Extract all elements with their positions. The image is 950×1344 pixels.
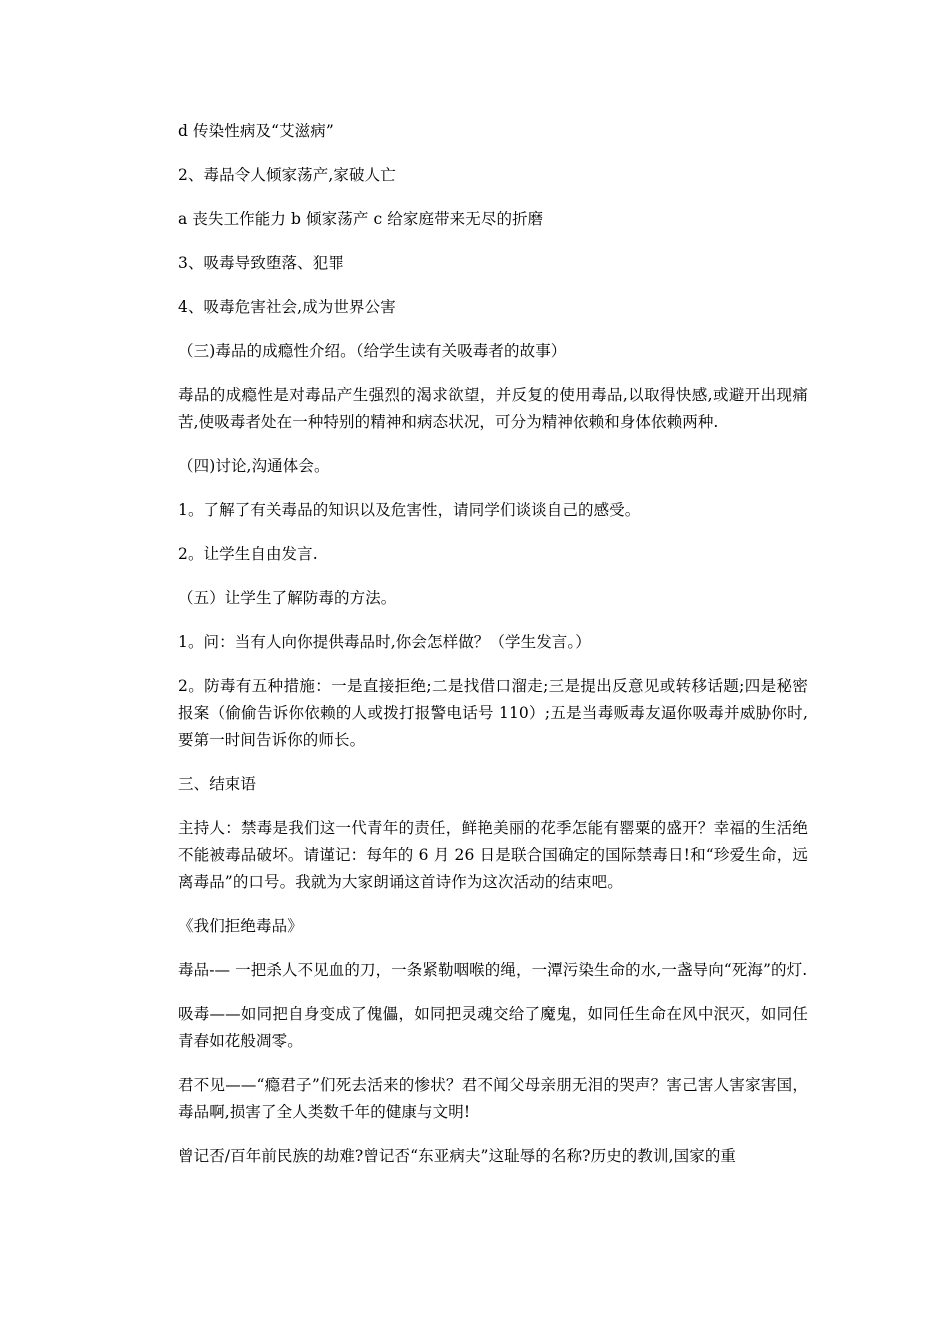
paragraph-1: d 传染性病及“艾滋病” [178, 122, 334, 140]
poem-stanza-1: 毒品-— 一把杀人不见血的刀，一条紧勒咽喉的绳，一潭污染生命的水,一盏导向“死海”的灯. [178, 961, 808, 979]
poem-stanza-3: 君不见——“瘾君子”们死去活来的惨状？君不闻父母亲朋无泪的哭声？害己害人害家害国，毒品啊,损害了全人类数千年的健康与文明! [178, 1076, 808, 1121]
paragraph-9: 1。了解了有关毒品的知识以及危害性，请同学们谈谈自己的感受。 [178, 501, 641, 519]
paragraph-7: 毒品的成瘾性是对毒品产生强烈的渴求欲望，并反复的使用毒品,以取得快感,或避开出现痛苦,使吸毒者处在一种特别的精神和病态状况，可分为精神依赖和身体依赖两种. [178, 386, 808, 431]
paragraph-12: 1。问：当有人向你提供毒品时,你会怎样做？（学生发言。） [178, 633, 591, 651]
paragraph-11: （五）让学生了解防毒的方法。 [178, 589, 397, 607]
paragraph-4: 3、吸毒导致堕落、犯罪 [178, 254, 344, 272]
paragraph-6: （三)毒品的成瘾性介绍。（给学生读有关吸毒者的故事） [178, 342, 567, 360]
paragraph-2: 2、毒品令人倾家荡产,家破人亡 [178, 166, 396, 184]
paragraph-5: 4、吸毒危害社会,成为世界公害 [178, 298, 396, 316]
document-body [178, 118, 808, 1170]
poem-title: 《我们拒绝毒品》 [178, 917, 303, 935]
paragraph-8: （四)讨论,沟通体会。 [178, 457, 330, 475]
section-heading-closing: 三、结束语 [178, 775, 257, 793]
paragraph-13: 2。防毒有五种措施：一是直接拒绝;二是找借口溜走;三是提出反意见或转移话题;四是秘密报案（偷偷告诉你依赖的人或拨打报警电话号 110）;五是当毒贩毒友逼你吸毒并威胁你时,要第一时间告诉你的师长。 [178, 677, 808, 749]
paragraph-10: 2。让学生自由发言. [178, 545, 318, 563]
paragraph-3: a 丧失工作能力 b 倾家荡产 c 给家庭带来无尽的折磨 [178, 210, 544, 228]
paragraph-host-remarks: 主持人：禁毒是我们这一代青年的责任，鲜艳美丽的花季怎能有罂粟的盛开？幸福的生活绝不能被毒品破坏。请谨记：每年的 6 月 26 日是联合国确定的国际禁毒日!和“珍爱生命，远离毒品”的口号。我就为大家朗诵这首诗作为这次活动的结束吧。 [178, 819, 808, 891]
poem-stanza-4: 曾记否/百年前民族的劫难?曾记否“东亚病夫”这耻辱的名称?历史的教训,国家的重 [178, 1147, 737, 1165]
poem-stanza-2: 吸毒——如同把自身变成了傀儡，如同把灵魂交给了魔鬼，如同任生命在风中泯灭，如同任青春如花般凋零。 [178, 1005, 808, 1050]
